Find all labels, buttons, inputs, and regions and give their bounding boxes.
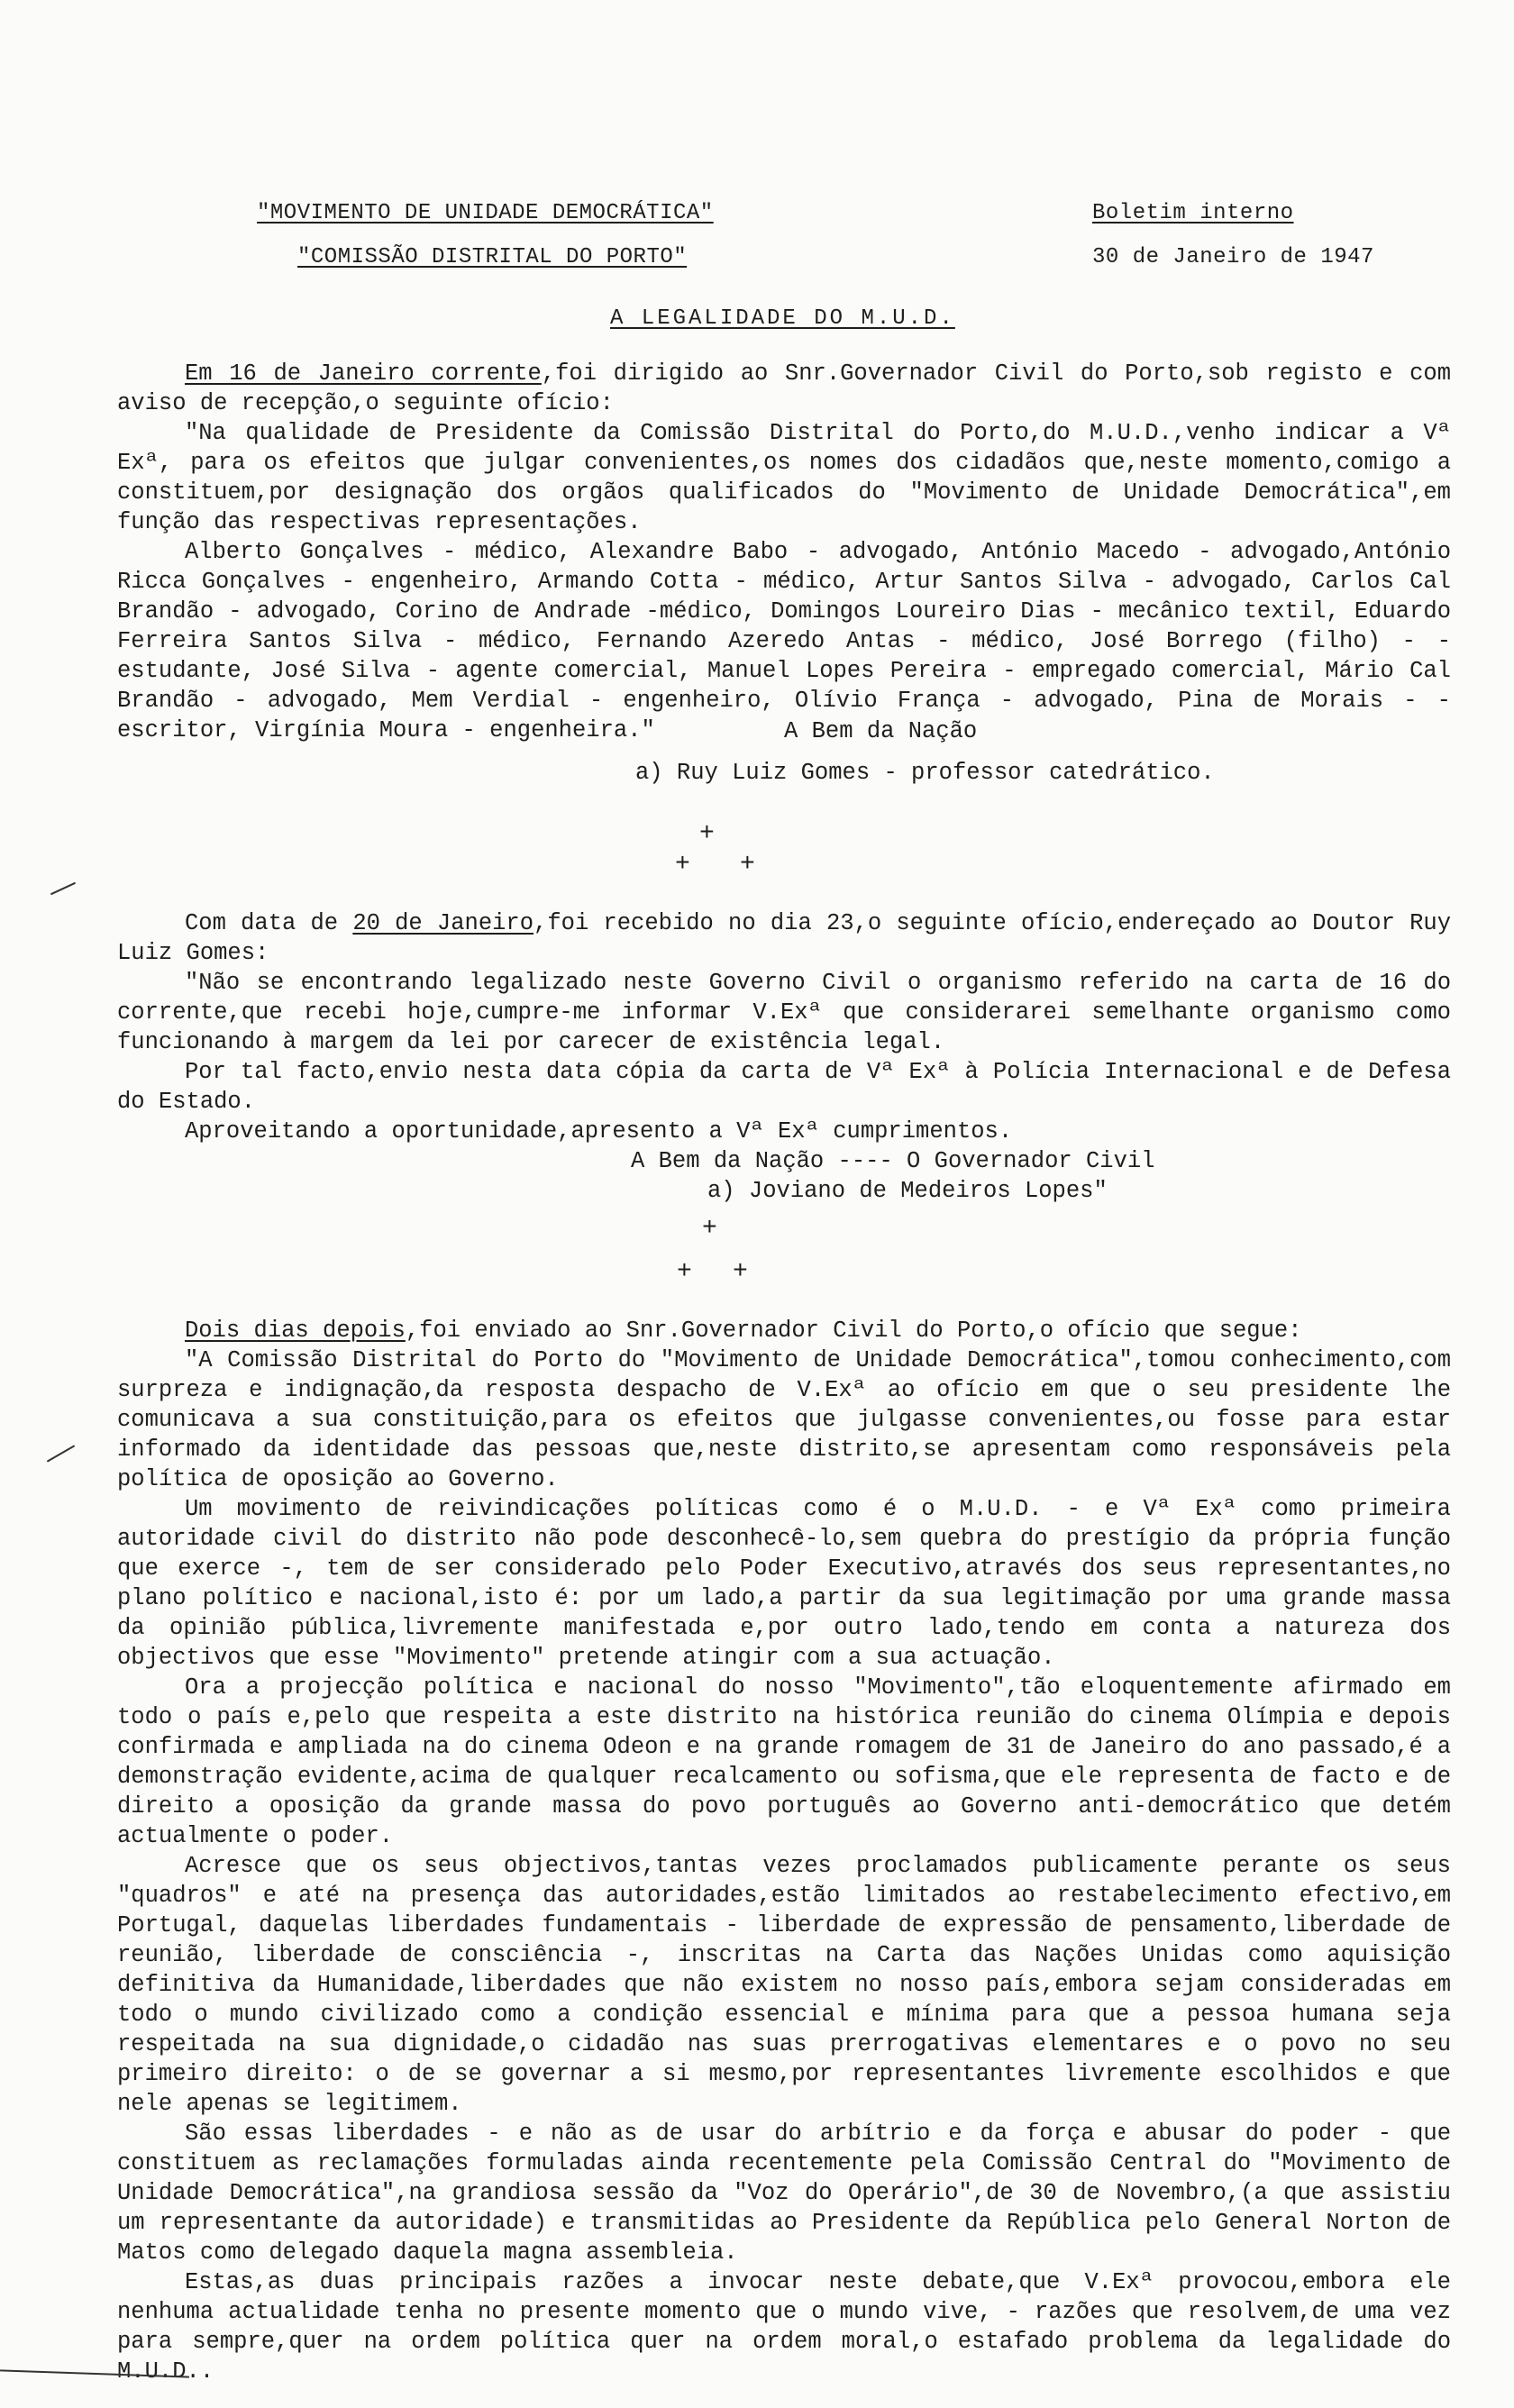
section-2-paragraph: "Não se encontrando legalizado neste Governo Civil o organismo referido na carta de 16 do corrente,que recebi hoje,cumpre-me informar V.Exª que considerarei semelhante organismo como funcionando à margem da lei por carecer de existência legal.	[117, 970, 1451, 1055]
commission-name-text: "COMISSÃO DISTRITAL DO PORTO"	[297, 245, 688, 269]
separator-cross: +	[699, 820, 715, 848]
section-1-members-list: Alberto Gonçalves - médico, Alexandre Babo - advogado, António Macedo - advogado,António Ricca Gonçalves - engenheiro, Armando Cotta - médico, Artur Santos Silva - advogado, Carlos Cal Brandão - advogado, Corino de Andrade -médico, Domingos Loureiro Dias - mecânico textil, Eduardo Ferreira Santos Silva - médico, Fernando Azeredo Antas - médico, José Borrego (filho) - - estudante, José Silva - agente comercial, Manuel Lopes Pereira - empregado comercial, Mário Cal Brandão - advogado, Mem Verdial - engenheiro, Olívio França - advogado, Pina de Morais - - escritor, Virgínia Moura - engenheira."	[117, 539, 1451, 743]
section-2	[117, 908, 1451, 1146]
section-2-paragraph: Aproveitando a oportunidade,apresento a Vª Exª cumprimentos.	[185, 1118, 1013, 1145]
organization-name: "MOVIMENTO DE UNIDADE DEMOCRÁTICA"	[257, 201, 714, 225]
section-2-date: 20 de Janeiro	[352, 910, 534, 936]
separator-cross: +	[677, 1258, 692, 1286]
section-3-lead: Dois dias depois	[185, 1318, 406, 1344]
section-1	[117, 359, 1451, 745]
section-2-signature: a) Joviano de Medeiros Lopes"	[707, 1178, 1108, 1204]
section-3-intro: Dois dias depois,foi enviado ao Snr.Governador Civil do Porto,o ofício que segue:	[185, 1318, 1302, 1344]
separator-cross: +	[733, 1258, 748, 1286]
section-1-closing: A Bem da Nação	[784, 718, 978, 744]
margin-mark	[47, 1445, 75, 1462]
margin-mark	[50, 882, 76, 895]
separator-cross: +	[675, 851, 690, 879]
section-2-closing: A Bem da Nação ---- O Governador Civil	[631, 1148, 1155, 1174]
separator-cross: +	[702, 1215, 717, 1243]
bulletin-label: Boletim interno	[1092, 201, 1294, 225]
section-1-date: Em 16 de Janeiro corrente	[185, 360, 542, 387]
section-3-paragraph: Ora a projecção política e nacional do nosso "Movimento",tão eloquentemente afirmado em todo o país e,pelo que respeita a este distrito na histórica reunião do cinema Olímpia e depois confirmada e ampliada na do cinema Odeon e na grande romagem de 31 de Janeiro do ano passado,é a demonstração evidente,acima de qualquer recalcamento ou sofisma,que ele representa de facto e de direito a oposição da grande massa do povo português ao Governo anti-democrático que detém actualmente o poder.	[117, 1674, 1451, 1849]
section-3-paragraph: Um movimento de reivindicações políticas como é o M.U.D. - e Vª Exª como primeira autoridade civil do distrito não pode desconhecê-lo,sem quebra do prestígio da própria função que exerce -, tem de ser considerado pelo Poder Executivo,através dos seus representantes,no plano político e nacional,isto é: por um lado,a partir da sua legitimação por uma grande massa da opinião pública,livremente manifestada e,por outro lado,tendo em conta a natureza dos objectivos que esse "Movimento" pretende atingir com a sua actuação.	[117, 1496, 1451, 1671]
separator-cross: +	[740, 851, 755, 879]
section-3-paragraph: São essas liberdades - e não as de usar do arbítrio e da força e abusar do poder - que constituem as reclamações formuladas ainda recentemente pela Comissão Central do "Movimento de Unidade Democrática",na grandiosa sessão da "Voz do Operário",de 30 de Novembro,(a que assistiu um representante da autoridade) e transmitidas ao Presidente da República pelo General Norton de Matos como delegado daquela magna assembleia.	[117, 2121, 1451, 2266]
section-3-paragraph: "A Comissão Distrital do Porto do "Movimento de Unidade Democrática",tomou conhecimento,com surpreza e indignação,da resposta despacho de V.Exª ao ofício em que o seu presidente lhe comunicava a sua constituição,para os efeitos que julgasse convenientes,ou fosse para estar informado da identidade das pessoas que,neste distrito,se apresentam como responsáveis pela política de oposição ao Governo.	[117, 1347, 1451, 1492]
commission-name	[297, 245, 687, 269]
section-3	[117, 1316, 1451, 2386]
section-1-paragraph: "Na qualidade de Presidente da Comissão Distrital do Porto,do M.U.D.,venho indicar a Vª Exª, para os efeitos que julgar convenientes,os nomes dos cidadãos que,neste momento,comigo a constituem,por designação dos orgãos qualificados do "Movimento de Unidade Democrática",em função das respectivas representações.	[117, 420, 1451, 535]
page-title: A LEGALIDADE DO M.U.D.	[610, 306, 955, 331]
section-3-paragraph: Acresce que os seus objectivos,tantas vezes proclamados publicamente perante os seus "quadros" e até na presença das autoridades,estão limitados ao restabelecimento efectivo,em Portugal, daquelas liberdades fundamentais - liberdade de expressão de pensamento,liberdade de reunião, liberdade de consciência -, inscritas na Carta das Nações Unidas como aquisição definitiva da Humanidade,liberdades que não existem no nosso país,embora sejam consideradas em todo o mundo civilizado como a condição essencial e mínima para que a pessoa humana seja respeitada na sua dignidade,o cidadão nas suas prerrogativas elementares e o povo no seu primeiro direito: o de se governar a si mesmo,por representantes livremente escolhidos e que nele apenas se legitimem.	[117, 1853, 1451, 2117]
section-2-paragraph: Por tal facto,envio nesta data cópia da carta de Vª Exª à Polícia Internacional e de Defesa do Estado.	[117, 1059, 1451, 1115]
section-1-signature: a) Ruy Luiz Gomes - professor catedrático.	[635, 760, 1215, 786]
section-2-intro: Com data de 20 de Janeiro,foi recebido no dia 23,o seguinte ofício,endereçado ao Doutor Ruy Luiz Gomes:	[117, 910, 1452, 966]
bulletin-date: 30 de Janeiro de 1947	[1092, 245, 1374, 269]
section-3-paragraph: Estas,as duas principais razões a invocar neste debate,que V.Exª provocou,embora ele nenhuma actualidade tenha no presente momento que o mundo vive, - razões que resolvem,de uma vez para sempre,quer na ordem política quer na ordem moral,o estafado problema da legalidade do M.U.D..	[117, 2269, 1451, 2385]
section-1-intro: Em 16 de Janeiro corrente,foi dirigido ao Snr.Governador Civil do Porto,sob registo e com aviso de recepção,o seguinte ofício:	[117, 360, 1452, 416]
